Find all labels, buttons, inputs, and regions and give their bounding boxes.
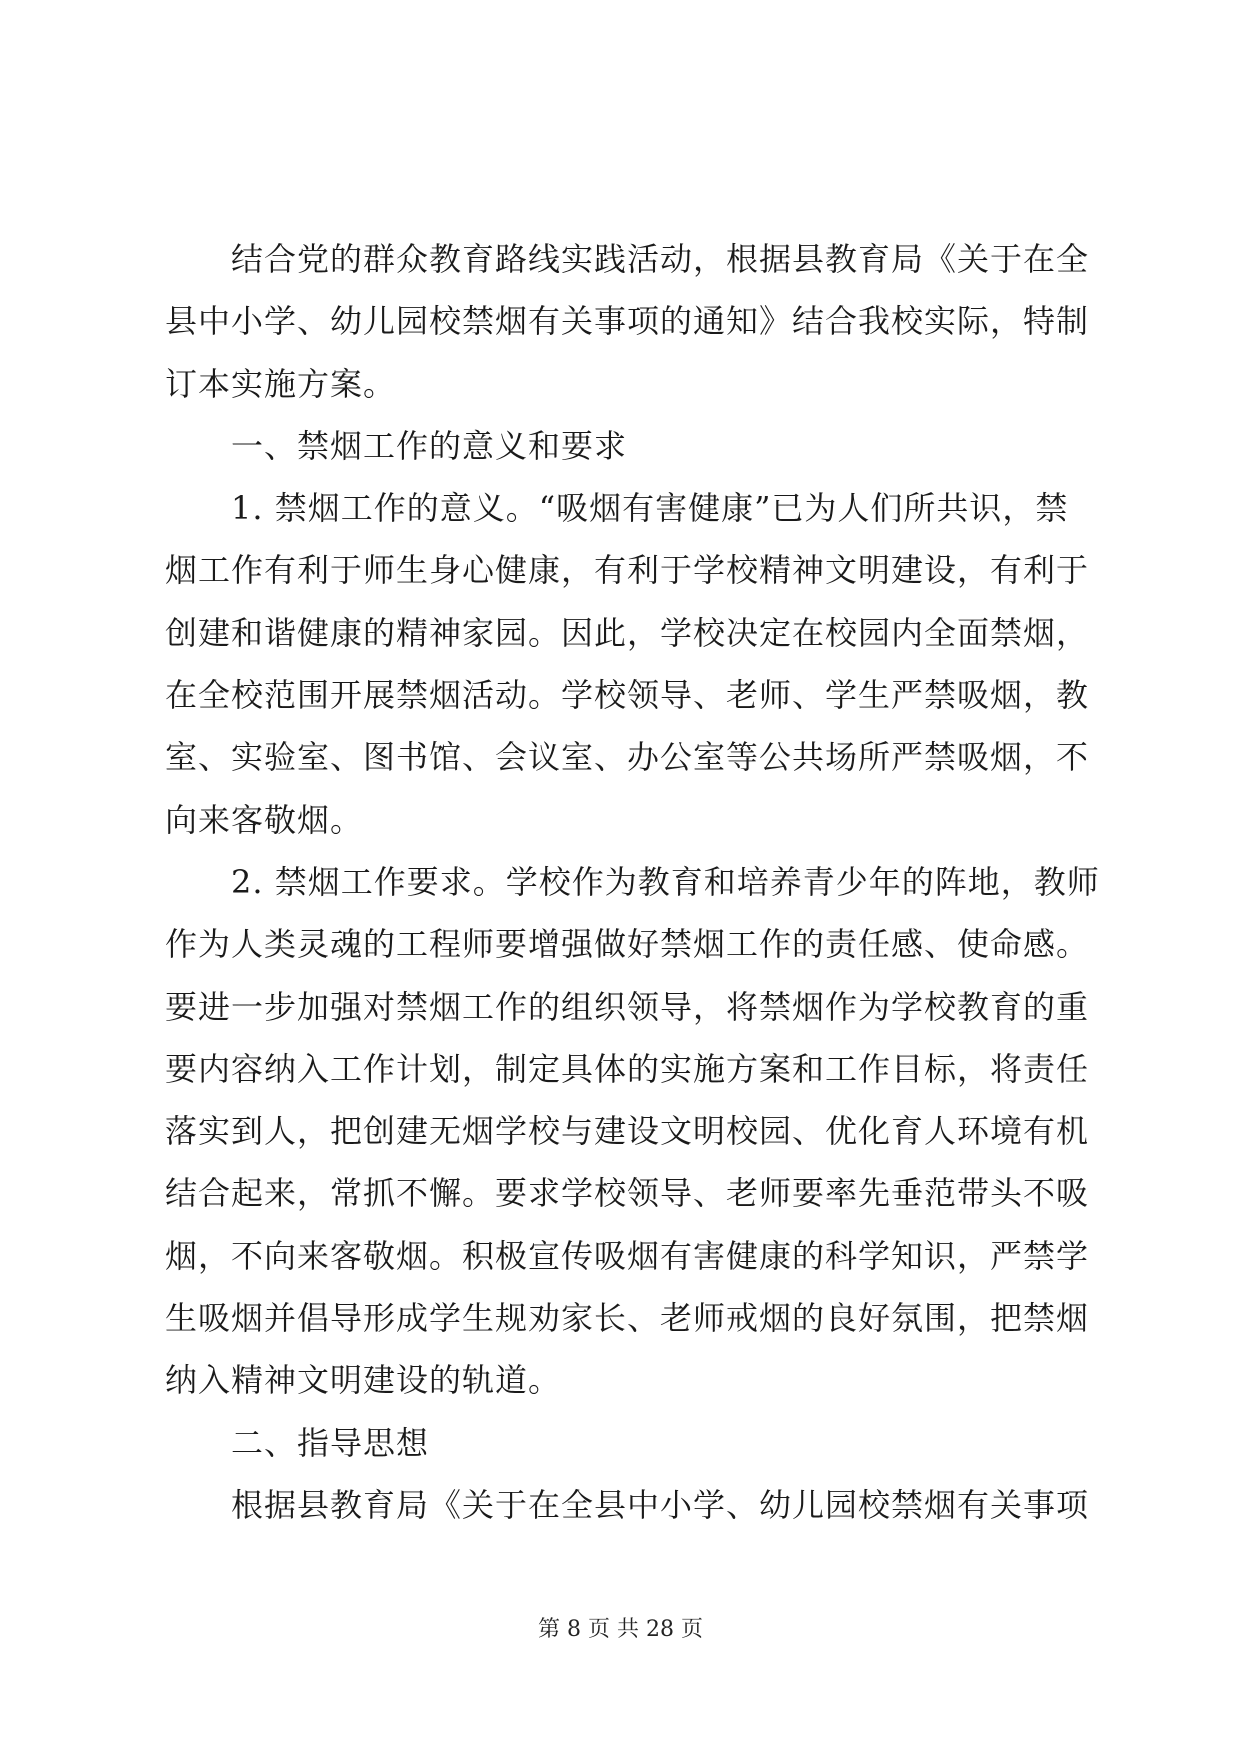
heading-line: 二、指导思想 xyxy=(231,1423,430,1462)
heading-line: 一、禁烟工作的意义和要求 xyxy=(231,426,628,465)
text-line: 纳入精神文明建设的轨道。 xyxy=(165,1361,562,1400)
text-line: 1. 禁烟工作的意义。“吸烟有害健康”已为人们所共识，禁 xyxy=(231,489,1069,528)
text-line: 结合起来，常抓不懈。要求学校领导、老师要率先垂范带头不吸 xyxy=(165,1174,1090,1213)
paragraph-guiding-ideology xyxy=(165,1474,1090,1536)
text-line: 在全校范围开展禁烟活动。学校领导、老师、学生严禁吸烟，教 xyxy=(165,676,1090,715)
paragraph-significance xyxy=(165,477,1090,851)
text-line: 向来客敬烟。 xyxy=(165,800,364,839)
text-line: 创建和谐健康的精神家园。因此，学校决定在校园内全面禁烟， xyxy=(165,613,1090,652)
text-line: 订本实施方案。 xyxy=(165,364,397,403)
intro-paragraph xyxy=(165,228,1090,415)
page-number-footer: 第 8 页 共 28 页 xyxy=(538,1617,703,1642)
text-line: 结合党的群众教育路线实践活动，根据县教育局《关于在全 xyxy=(231,240,1090,278)
text-line: 根据县教育局《关于在全县中小学、幼儿园校禁烟有关事项 xyxy=(231,1485,1090,1524)
text-line: 作为人类灵魂的工程师要增强做好禁烟工作的责任感、使命感。 xyxy=(165,925,1090,964)
text-line: 室、实验室、图书馆、会议室、办公室等公共场所严禁吸烟，不 xyxy=(165,738,1090,777)
section-heading-1 xyxy=(165,415,1080,477)
text-line: 要进一步加强对禁烟工作的组织领导，将禁烟作为学校教育的重 xyxy=(165,987,1090,1026)
text-line: 烟，不向来客敬烟。积极宣传吸烟有害健康的科学知识，严禁学 xyxy=(165,1236,1090,1275)
section-heading-2 xyxy=(165,1412,1080,1474)
paragraph-requirements xyxy=(165,851,1100,1412)
text-line: 落实到人，把创建无烟学校与建设文明校园、优化育人环境有机 xyxy=(165,1112,1090,1151)
text-line: 生吸烟并倡导形成学生规劝家长、老师戒烟的良好氛围，把禁烟 xyxy=(165,1299,1090,1338)
text-line: 2. 禁烟工作要求。学校作为教育和培养青少年的阵地，教师 xyxy=(231,862,1100,901)
document-body xyxy=(165,228,1100,1536)
text-line: 要内容纳入工作计划，制定具体的实施方案和工作目标，将责任 xyxy=(165,1049,1090,1088)
text-line: 县中小学、幼儿园校禁烟有关事项的通知》结合我校实际，特制 xyxy=(165,302,1090,341)
text-line: 烟工作有利于师生身心健康，有利于学校精神文明建设，有利于 xyxy=(165,551,1090,590)
